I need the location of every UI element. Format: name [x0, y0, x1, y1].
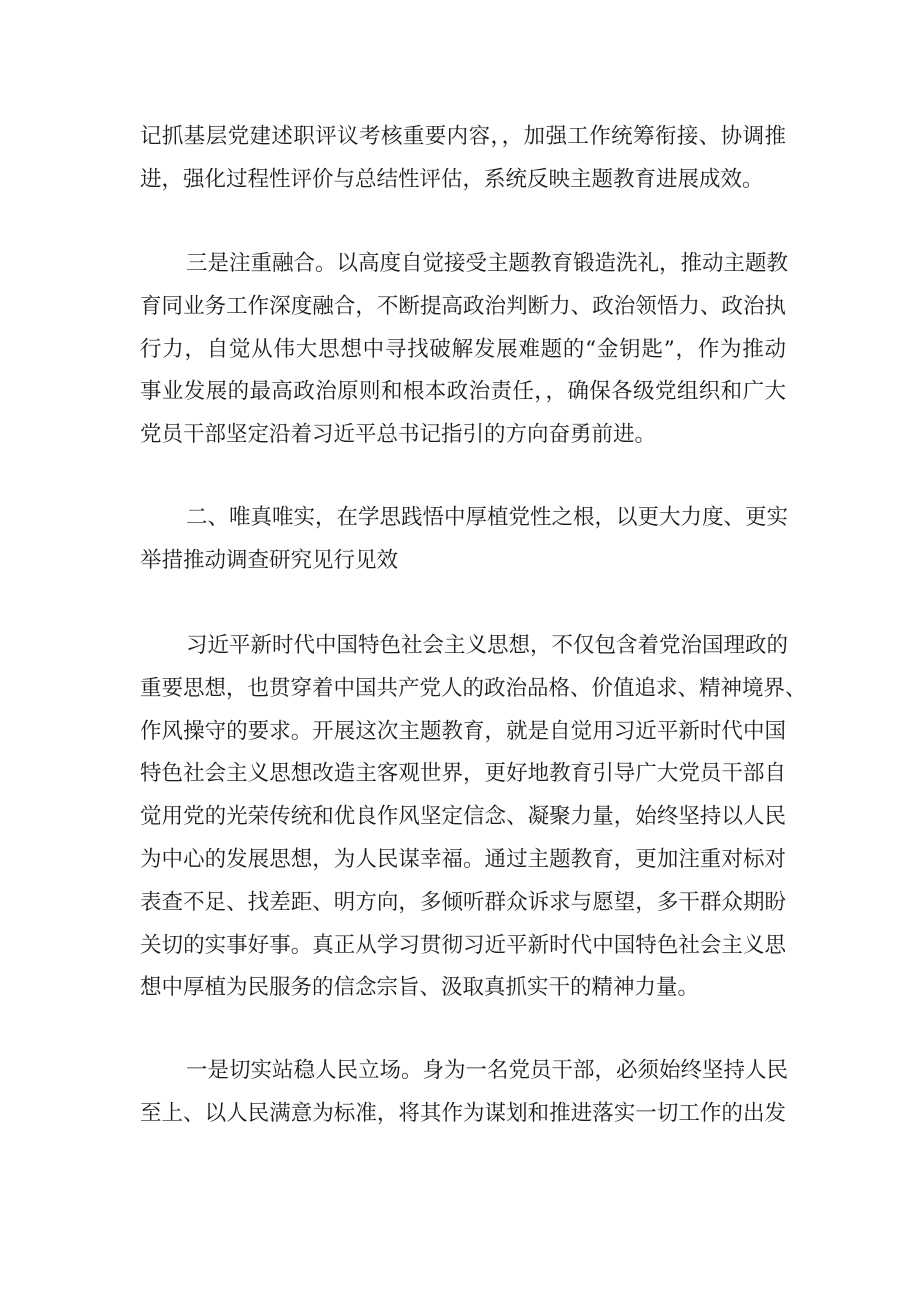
heading-line: 举措推动调查研究见行见效 [140, 547, 399, 573]
paragraph-integration [140, 243, 789, 457]
paragraph-line: 特色社会主义思想改造主客观世界，更好地教育引导广大党员干部自 [140, 761, 786, 787]
section-heading [140, 497, 789, 583]
paragraph-line: 习近平新时代中国特色社会主义思想，不仅包含着党治国理政的 [186, 633, 789, 658]
paragraph-line: 育同业务工作深度融合，不断提高政治判断力、政治领悟力、政治执 [140, 293, 786, 319]
paragraph-line: 关切的实事好事。真正从学习贯彻习近平新时代中国特色社会主义思 [140, 932, 786, 958]
paragraph-line: 行力，自觉从伟大思想中寻找破解发展难题的“金钥匙”，作为推动 [140, 336, 786, 362]
paragraph-body [140, 625, 807, 1010]
paragraph-line: 党员干部坚定沿着习近平总书记指引的方向奋勇前进。 [140, 422, 657, 448]
paragraph-line: 三是注重融合。以高度自觉接受主题教育锻造洗礼，推动主题教 [186, 251, 789, 276]
paragraph-line: 至上、以人民满意为标准，将其作为谋划和推进落实一切工作的出发 [140, 1100, 786, 1126]
paragraph-line: 觉用党的光荣传统和优良作风坚定信念、凝聚力量，始终坚持以人民 [140, 804, 786, 830]
heading-line: 二、唯真唯实，在学思践悟中厚植党性之根，以更大力度、更实 [186, 505, 789, 530]
paragraph-people-stance [140, 1050, 789, 1136]
paragraph-line: 重要思想，也贯穿着中国共产党人的政治品格、价值追求、精神境界、 [140, 675, 807, 701]
paragraph-line: 作风操守的要求。开展这次主题教育，就是自觉用习近平新时代中国 [140, 718, 786, 744]
paragraph-line: 进，强化过程性评价与总结性评估，系统反映主题教育进展成效。 [140, 166, 764, 192]
paragraph-line: 想中厚植为民服务的信念宗旨、汲取真抓实干的精神力量。 [140, 975, 700, 1001]
paragraph-line: 一是切实站稳人民立场。身为一名党员干部，必须始终坚持人民 [186, 1058, 789, 1083]
paragraph-line: 记抓基层党建述职评议考核重要内容，，加强工作统筹衔接、协调推 [140, 124, 786, 149]
paragraph-continuation [140, 116, 786, 202]
paragraph-line: 事业发展的最高政治原则和根本政治责任，，确保各级党组织和广大 [140, 379, 786, 405]
paragraph-line: 为中心的发展思想，为人民谋幸福。通过主题教育，更加注重对标对 [140, 846, 786, 872]
paragraph-line: 表查不足、找差距、明方向，多倾听群众诉求与愿望，多干群众期盼 [140, 889, 786, 915]
